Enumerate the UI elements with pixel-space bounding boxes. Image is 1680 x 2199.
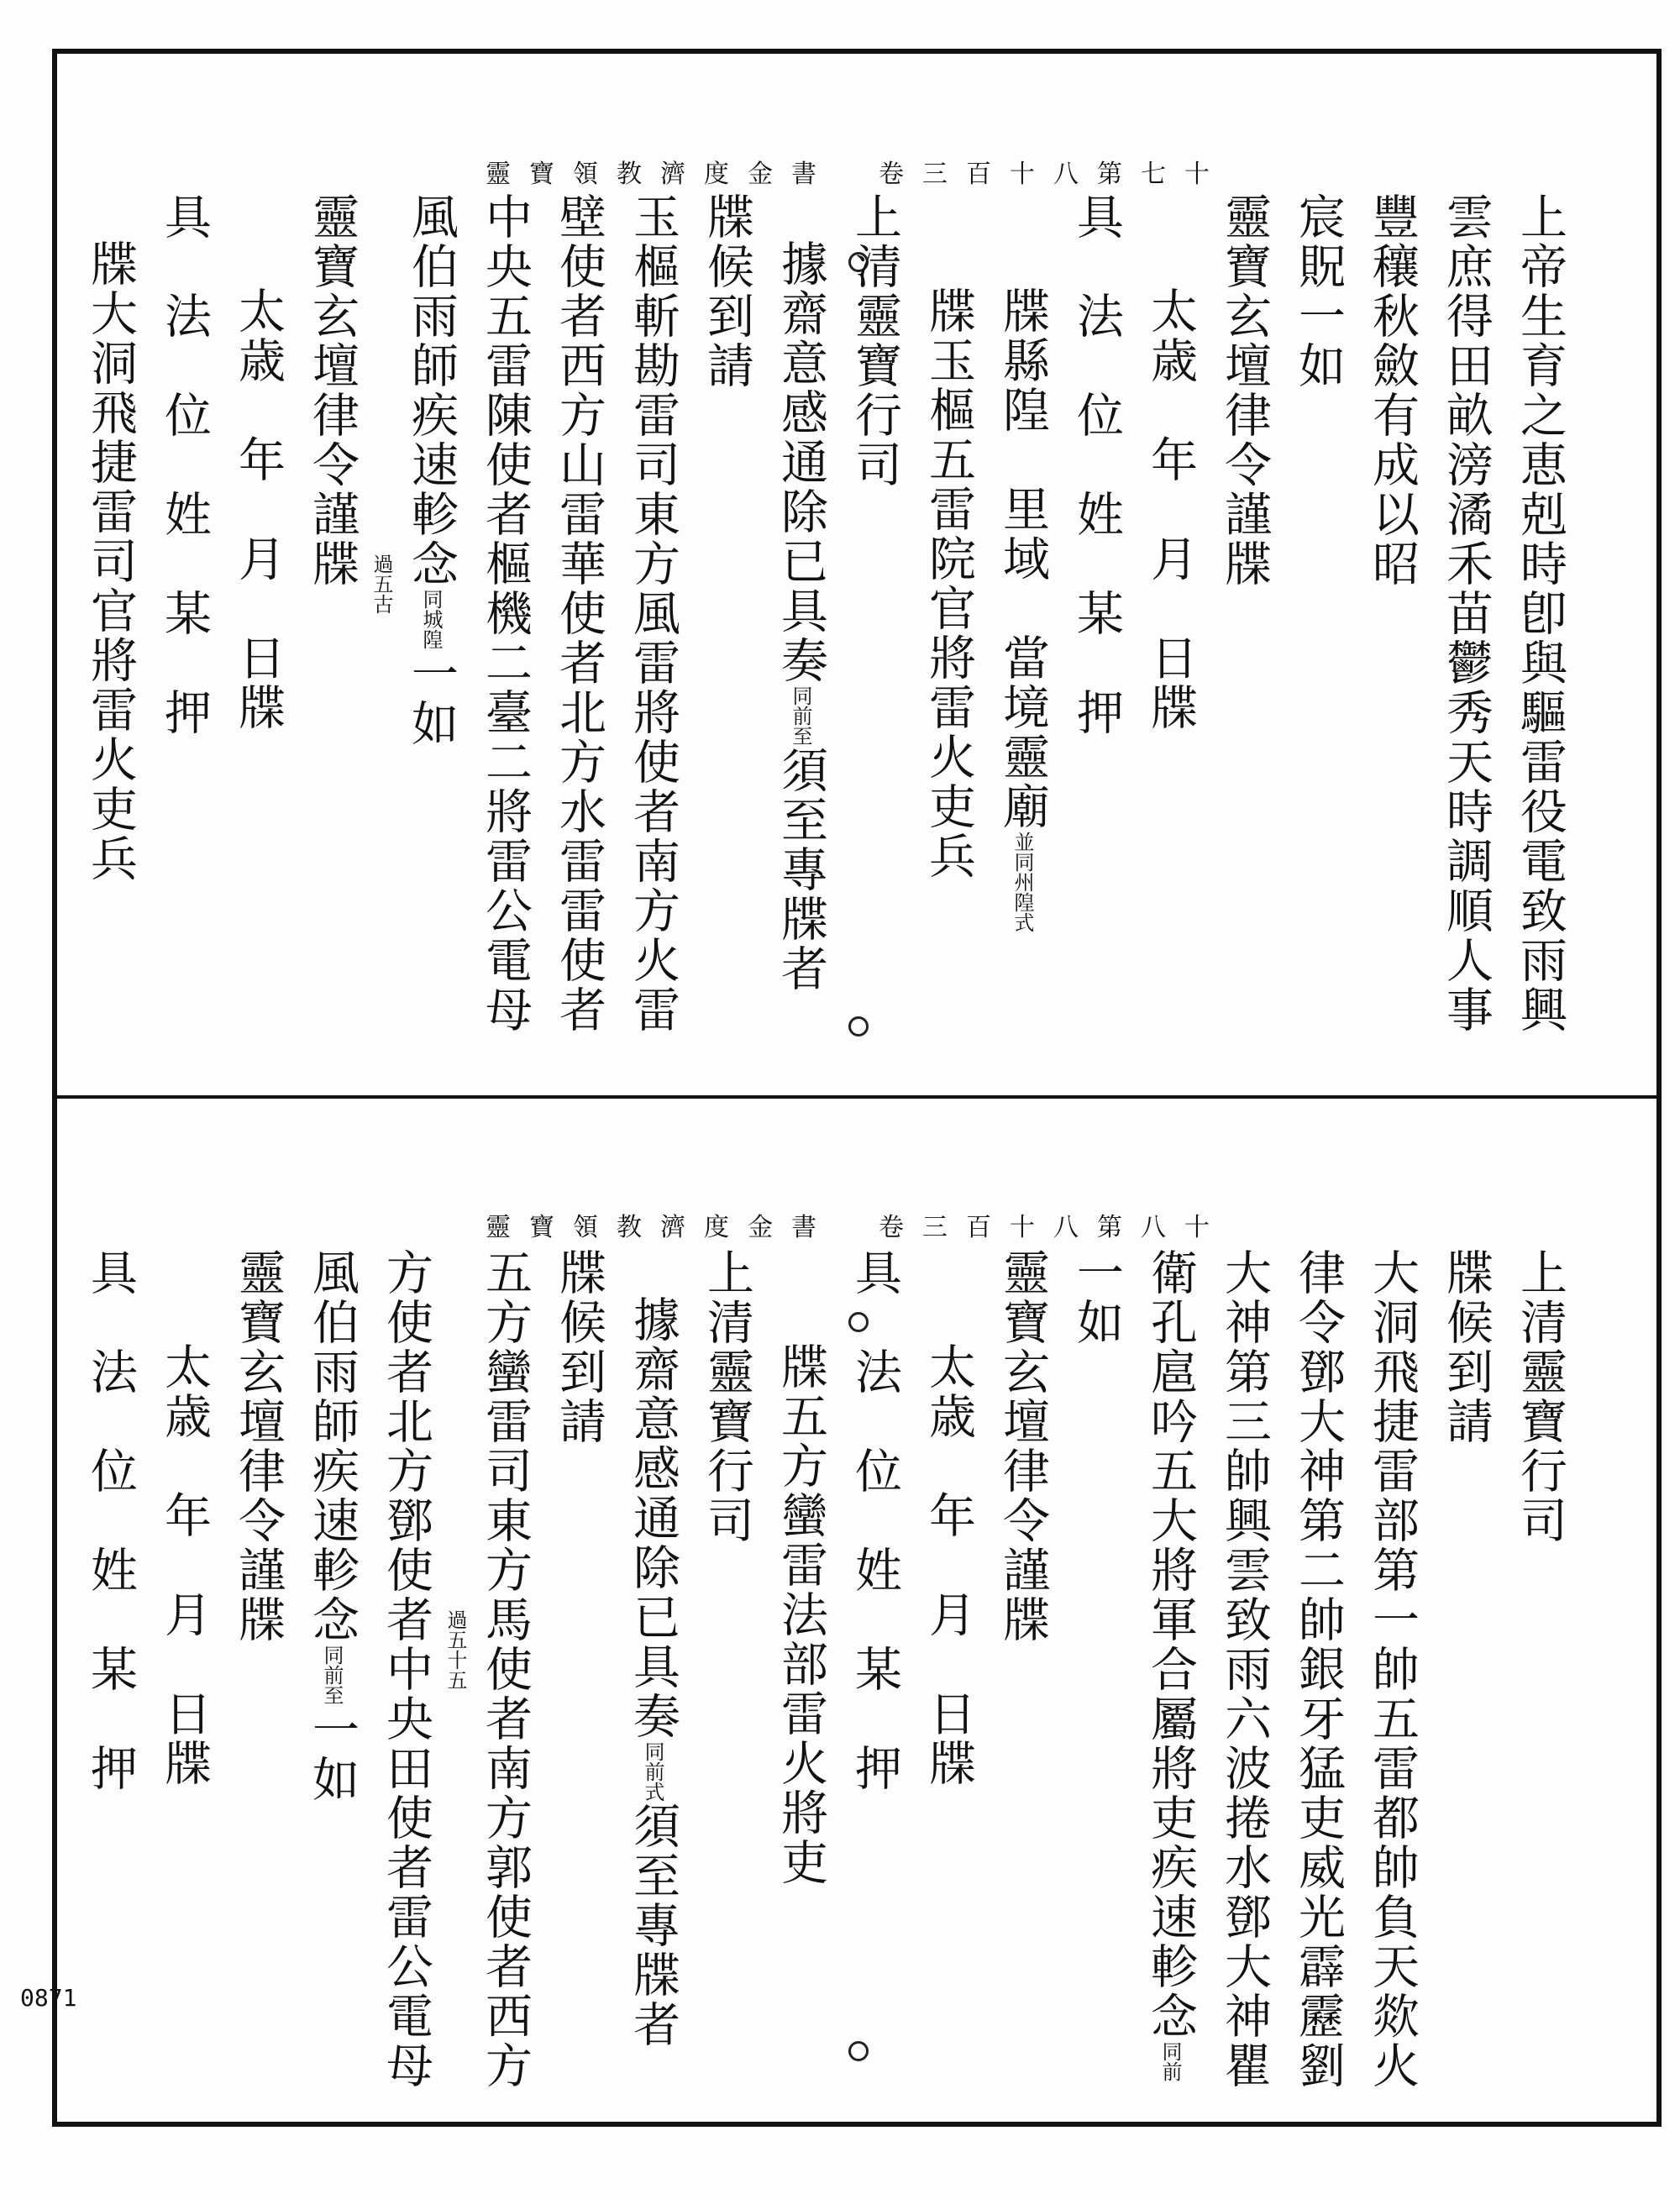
text-column bbox=[221, 192, 295, 1049]
column-text: 牒玉樞五雷院官將雷火吏兵 bbox=[921, 286, 976, 881]
column-text: 一如 bbox=[1069, 1248, 1124, 1347]
text-column bbox=[147, 1248, 221, 2097]
column-text: 據齋意感通除已具奏 bbox=[626, 1295, 680, 1741]
column-text: 豐穰秋斂有成以昭 bbox=[1365, 192, 1420, 589]
column-text: 牒縣隍 里域 當境靈廟 bbox=[995, 286, 1050, 832]
interlinear-note: 同前 bbox=[1158, 2041, 1182, 2081]
text-column bbox=[147, 192, 221, 1049]
top-page bbox=[57, 54, 1656, 1095]
column-text: 壁使者西方山雷華使者北方水雷雷使者 bbox=[552, 192, 606, 1035]
text-column bbox=[911, 1248, 985, 2097]
bottom-header-title: 靈寶領教濟度金書 bbox=[486, 1213, 835, 1242]
text-column bbox=[1355, 192, 1429, 1049]
text-column bbox=[764, 1248, 837, 2097]
column-text: 大神第三帥興雲致雨六波捲水鄧大神瞿 bbox=[1217, 1248, 1272, 2091]
column-text: 具 法 位 姓 某 押 bbox=[1069, 192, 1124, 737]
column-text: 靈寶玄壇律令謹牒 bbox=[1217, 192, 1272, 589]
text-column bbox=[1281, 1248, 1355, 2097]
text-column bbox=[764, 192, 837, 1049]
column-text: 據齋意感通除已具奏 bbox=[774, 239, 828, 685]
column-text: 上清靈寶行司 bbox=[848, 192, 902, 490]
column-tail-text: 須至專牒者 bbox=[626, 1802, 680, 2049]
text-column bbox=[1503, 192, 1577, 1049]
text-column bbox=[1059, 1248, 1133, 2097]
column-tail-text: 須至專牒者 bbox=[774, 746, 828, 994]
text-column bbox=[542, 192, 616, 1049]
bottom-page-header bbox=[57, 1206, 1656, 1243]
column-text: 靈寶玄壇律令謹牒 bbox=[995, 1248, 1050, 1645]
top-header-volume: 卷三百十八第七十 bbox=[879, 160, 1228, 189]
bottom-text-columns bbox=[83, 1248, 1577, 2097]
text-column bbox=[1133, 192, 1207, 1049]
top-header-title: 靈寶領教濟度金書 bbox=[486, 160, 835, 189]
text-column bbox=[616, 1248, 690, 2097]
column-text: 五方蠻雷司東方馬使者南方郭使者西方 bbox=[478, 1248, 533, 2091]
text-column bbox=[1059, 192, 1133, 1049]
column-text: 太歳 年 月 日牒 bbox=[157, 1342, 212, 1788]
column-text: 宸貺一如 bbox=[1291, 192, 1346, 391]
column-text: 衛孔扈吟五大將軍合屬將吏疾速軫念 bbox=[1143, 1248, 1198, 2041]
column-text: 太歳 年 月 日牒 bbox=[1143, 286, 1198, 732]
text-column bbox=[911, 192, 985, 1049]
column-text: 具 法 位 姓 某 押 bbox=[83, 1248, 138, 1793]
text-column bbox=[837, 192, 911, 1049]
column-tail-text: 一如 bbox=[404, 649, 459, 748]
column-text: 牒大洞飛捷雷司官將雷火吏兵 bbox=[83, 239, 138, 884]
bottom-header-volume: 卷三百十八第八十 bbox=[879, 1213, 1228, 1242]
interlinear-note: 同前式 bbox=[641, 1741, 664, 1802]
column-text: 牒候到請 bbox=[700, 192, 754, 391]
scan-frame bbox=[52, 49, 1662, 2127]
text-column bbox=[985, 1248, 1059, 2097]
column-text: 雲庶得田畝滂潏禾苗鬱秀天時調順人事 bbox=[1439, 192, 1494, 1035]
text-column bbox=[837, 1248, 911, 2097]
column-text: 上清靈寶行司 bbox=[700, 1248, 754, 1546]
column-text: 風伯雨師疾速軫念 bbox=[404, 192, 459, 589]
text-column bbox=[1429, 192, 1503, 1049]
text-column bbox=[690, 192, 764, 1049]
text-column bbox=[73, 192, 147, 1049]
column-text: 上清靈寶行司 bbox=[1513, 1248, 1567, 1546]
column-text: 靈寶玄壇律令謹牒 bbox=[231, 1248, 286, 1645]
column-text: 律令鄧大神第二帥銀牙猛吏威光霹靂劉 bbox=[1291, 1248, 1346, 2091]
column-text: 風伯雨師疾速軫念 bbox=[305, 1248, 360, 1645]
text-column bbox=[1429, 1248, 1503, 2097]
column-text: 牒五方蠻雷法部雷火將吏 bbox=[774, 1342, 828, 1887]
column-text: 玉樞斬勘雷司東方風雷將使者南方火雷 bbox=[626, 192, 680, 1035]
column-text: 靈寶玄壇律令謹牒 bbox=[305, 192, 360, 589]
bottom-page bbox=[57, 1099, 1656, 2127]
text-column bbox=[468, 192, 542, 1049]
interlinear-note: 同城隍 bbox=[419, 589, 443, 649]
text-column bbox=[616, 192, 690, 1049]
top-page-header bbox=[57, 153, 1656, 190]
column-text: 具 法 位 姓 某 押 bbox=[157, 192, 212, 737]
text-column bbox=[394, 192, 468, 1049]
column-text: 太歳 年 月 日牒 bbox=[921, 1342, 976, 1788]
column-text: 方使者北方鄧使者中央田使者雷公電母 bbox=[379, 1248, 433, 2091]
column-text: 具 法 位 姓 某 押 bbox=[848, 1248, 902, 1793]
page-number: 0871 bbox=[20, 1984, 77, 2012]
text-column bbox=[1281, 192, 1355, 1049]
text-column bbox=[1355, 1248, 1429, 2097]
text-column bbox=[690, 1248, 764, 2097]
text-column bbox=[221, 1248, 295, 2097]
text-column bbox=[295, 192, 369, 1049]
top-text-columns bbox=[83, 192, 1577, 1049]
margin-note: 過五古 bbox=[370, 554, 393, 614]
text-column bbox=[1207, 1248, 1281, 2097]
column-text: 太歳 年 月 日牒 bbox=[231, 286, 286, 732]
column-text: 牒候到請 bbox=[552, 1248, 606, 1446]
text-column bbox=[1207, 192, 1281, 1049]
interlinear-note: 同前至 bbox=[320, 1645, 344, 1705]
margin-note: 過五十五 bbox=[444, 1609, 467, 1690]
text-column bbox=[1133, 1248, 1207, 2097]
column-text: 大洞飛捷雷部第一帥五雷都帥負天欻火 bbox=[1365, 1248, 1420, 2091]
column-tail-text: 一如 bbox=[305, 1705, 360, 1804]
column-text: 中央五雷陳使者樞機二臺二將雷公電母 bbox=[478, 192, 533, 1035]
text-column bbox=[542, 1248, 616, 2097]
text-column bbox=[985, 192, 1059, 1049]
interlinear-note: 並同州隍式 bbox=[1011, 832, 1034, 932]
interlinear-note: 同前至 bbox=[789, 685, 812, 746]
text-column bbox=[468, 1248, 542, 2097]
text-column bbox=[1503, 1248, 1577, 2097]
text-column bbox=[369, 1248, 443, 2097]
column-text: 上帝生育之恵剋時卽與驅雷役電致雨興 bbox=[1513, 192, 1567, 1035]
column-text: 牒候到請 bbox=[1439, 1248, 1494, 1446]
text-column bbox=[73, 1248, 147, 2097]
text-column bbox=[295, 1248, 369, 2097]
